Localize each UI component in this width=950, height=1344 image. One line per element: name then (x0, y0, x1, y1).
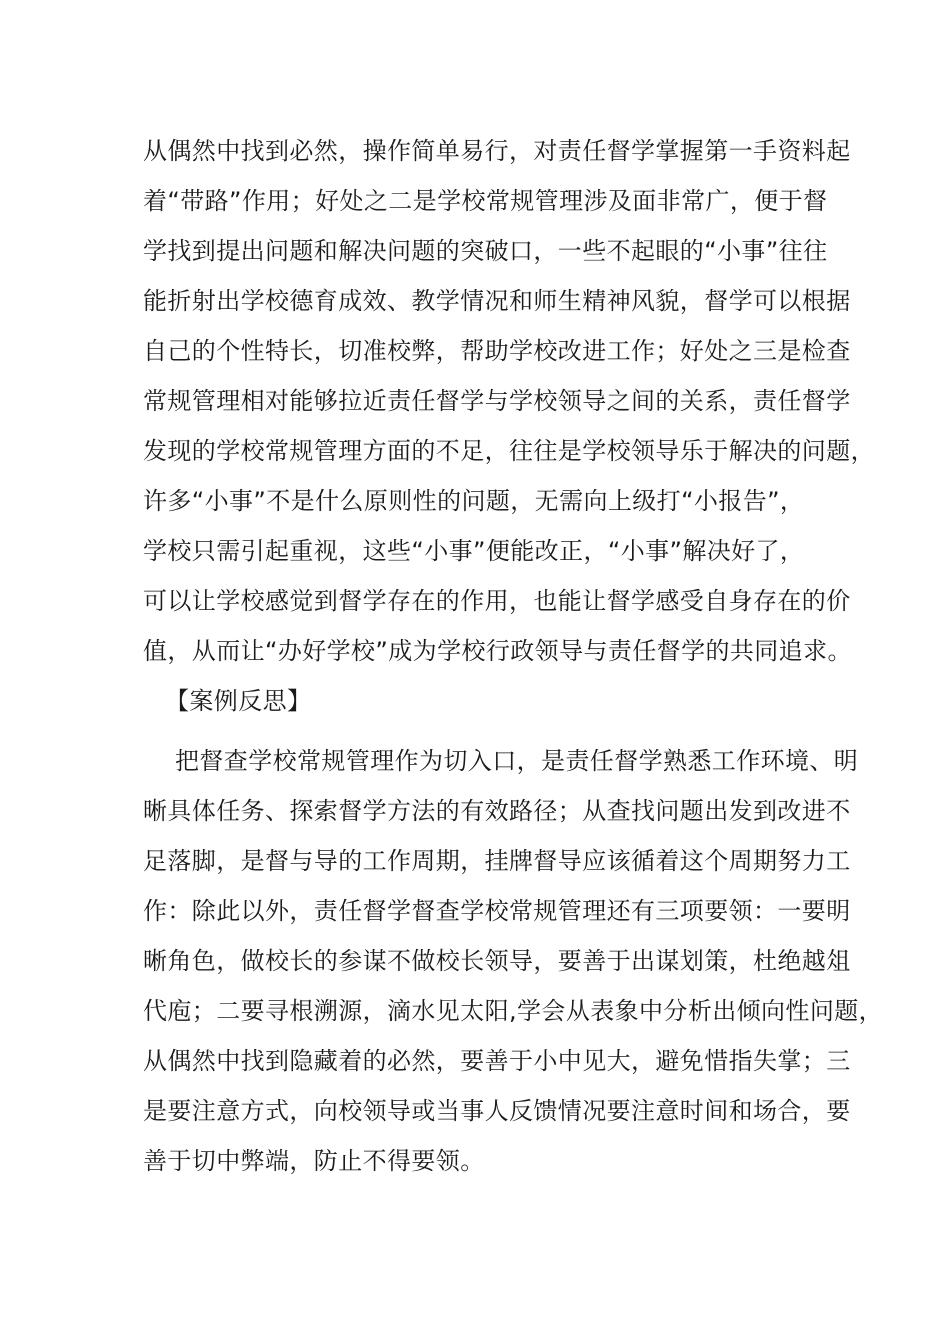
paragraph-line: 发现的学校常规管理方面的不足，往往是学校领导乐于解决的问题， (143, 437, 875, 465)
paragraph-line: 从偶然中找到隐藏着的必然，要善于小中见大，避免惜指失掌；三 (143, 1047, 851, 1075)
paragraph-line: 是要注意方式，向校领导或当事人反馈情况要注意时间和场合，要 (143, 1097, 851, 1125)
paragraph-line: 自己的个性特长，切准校弊，帮助学校改进工作；好处之三是检查 (143, 337, 851, 365)
paragraph-line: 代庖；二要寻根溯源，滴水见太阳,学会从表象中分析出倾向性问题， (143, 997, 884, 1025)
paragraph-line: 晰角色，做校长的参谋不做校长领导，要善于出谋划策，杜绝越俎 (143, 947, 851, 975)
paragraph-line: 把督查学校常规管理作为切入口，是责任督学熟悉工作环境、明 (175, 747, 859, 775)
paragraph-line: 晰具体任务、探索督学方法的有效路径；从查找问题出发到改进不 (143, 797, 851, 825)
paragraph-line: 善于切中弊端，防止不得要领。 (143, 1147, 485, 1175)
paragraph-line: 足落脚，是督与导的工作周期，挂牌督导应该循着这个周期努力工 (143, 847, 851, 875)
paragraph-line: 能折射出学校德育成效、教学情况和师生精神风貌，督学可以根据 (143, 287, 851, 315)
paragraph-line: 作：除此以外，责任督学督查学校常规管理还有三项要领：一要明 (143, 897, 851, 925)
paragraph-line: 可以让学校感觉到督学存在的作用，也能让督学感受自身存在的价 (143, 587, 851, 615)
paragraph-line: 常规管理相对能够拉近责任督学与学校领导之间的关系，责任督学 (143, 387, 851, 415)
paragraph-line: 学校只需引起重视，这些“小事”便能改正，“小事”解决好了， (143, 537, 805, 565)
paragraph-line: 许多“小事”不是什么原则性的问题，无需向上级打“小报告”， (143, 487, 805, 515)
paragraph-line: 从偶然中找到必然，操作简单易行，对责任督学掌握第一手资料起 (143, 137, 851, 165)
paragraph-line: 学找到提出问题和解决问题的突破口，一些不起眼的“小事”往往 (143, 237, 828, 265)
paragraph-line: 着“带路”作用；好处之二是学校常规管理涉及面非常广，便于督 (143, 187, 828, 215)
section-heading: 【案例反思】 (165, 687, 312, 715)
paragraph-line: 值，从而让“办好学校”成为学校行政领导与责任督学的共同追求。 (143, 637, 852, 665)
